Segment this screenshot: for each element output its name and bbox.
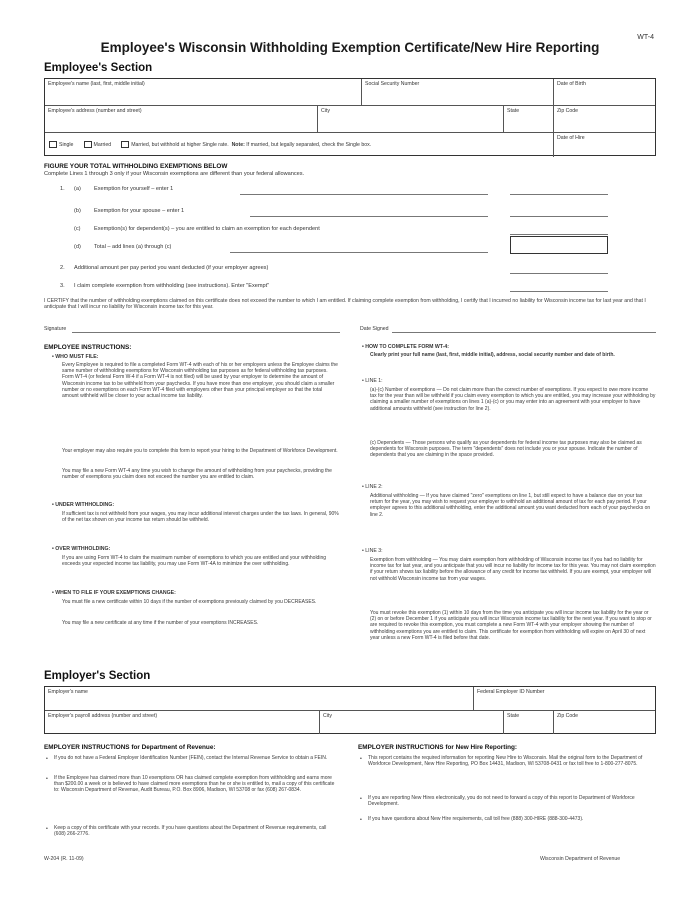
when-to-file-heading: • WHEN TO FILE IF YOUR EXEMPTIONS CHANGE: [52,590,176,596]
line-1c-label: Exemption(s) for dependent(s) – you are entitled to claim an exemption for each dependent [94,226,320,232]
married-checkbox[interactable] [84,141,92,148]
when-to-file-text: You must file a new certificate within 10 days if the number of exemptions previously claimed by you DECREASES. [62,599,317,605]
bullet-dot: • [360,817,362,823]
state-label: State [507,108,520,114]
employer-zip-label: Zip Code [557,713,579,719]
date-signed-field[interactable] [392,332,656,333]
line-1a-field[interactable] [510,194,608,195]
employee-name-label: Employee's name (last, first, middle initial) [48,81,145,87]
how-to-complete-heading: • HOW TO COMPLETE FORM WT-4: [362,344,450,350]
employer-section-heading: Employer's Section [44,670,151,682]
line-1d-total-box[interactable] [510,236,608,254]
city-label: City [321,108,330,114]
when-to-file-text-2: You may file a new certificate at any time if the number of your exemptions INCREASES. [62,620,259,626]
employer-dor-item-1: If you do not have a Federal Employer Identification Number (FEIN), contact the Internal Revenue Service to obtain a FEIN. [54,755,328,761]
line2-heading: • LINE 2: [362,484,383,490]
bullet-dot: • [46,826,48,832]
note-text: If married, but legally separated, check the Single box. [246,141,372,148]
who-must-file-text: Every Employee is required to file a completed Form WT-4 with each of his or her employers unless the Employee claims the same number of withholding exemptions for Wisconsin withholding tax purposes as for federal withholding tax purposes. Form WT-4 (or federal Form W-4 if a Form WT-4 is not filed) will be used by your employer to determine the amount of Wisconsin income tax to be withheld from your paychecks. If you have more than one employer, you should claim a smaller number or no exemptions on each Form WT-4 filed with employers other than your principal employer so that the total amount withheld will be closer to your actual income tax liability. [62,362,338,400]
married-label: Married [93,141,112,148]
employee-instructions-heading: EMPLOYEE INSTRUCTIONS: [44,344,132,351]
line-1d-label: Total – add lines (a) through (c) [94,244,172,250]
line-1-number: 1. [60,186,65,192]
married-higher-checkbox[interactable] [121,141,129,148]
footer-form-code: W-204 (R. 11-09) [44,856,84,862]
line-1b-field[interactable] [510,216,608,217]
line-3-field[interactable] [510,291,608,292]
filing-status-row [49,141,371,148]
line-1d-id: (d) [74,244,81,250]
line3-heading: • LINE 3: [362,548,383,554]
employee-info-box [44,78,656,156]
how-to-complete-text: Clearly print your full name (last, first, middle initial), address, social security number and date of birth. [370,352,615,358]
bullet-dot: • [46,776,48,782]
employee-section-heading: Employee's Section [44,62,153,74]
line-1c-field[interactable] [510,234,608,235]
new-form-text: You may file a new Form WT-4 any time you wish to change the amount of withholding from your paychecks, providing the number of exemptions you claim does not exceed the number you are entitled to claim. [62,468,332,481]
ssn-label: Social Security Number [365,81,420,87]
line-3-number: 3. [60,283,65,289]
line-2-label: Additional amount per pay period you want deducted (if your employer agrees) [74,265,269,271]
footer-agency: Wisconsin Department of Revenue [540,856,621,862]
line-2-number: 2. [60,265,65,271]
exemptions-heading: FIGURE YOUR TOTAL WITHHOLDING EXEMPTIONS BELOW [44,163,228,170]
employer-newhire-heading: EMPLOYER INSTRUCTIONS for New Hire Reporting: [358,744,518,751]
signature-field[interactable] [72,332,340,333]
employer-city-label: City [323,713,332,719]
employee-address-label: Employee's address (number and street) [48,108,142,114]
under-withholding-text: If sufficient tax is not withheld from your wages, you may incur additional interest charges under the tax laws. In general, 90% of the net tax shown on your income tax return should be withheld. [62,511,339,524]
employer-newhire-item-1: This report contains the required information for reporting New Hire to Wisconsin. Mail the original form to the Department of Workforce Development, New Hire Reporting, PO Box 14431, Madison, WI 53708-0431 or fax toll free to 1-800-277-8075. [368,755,643,768]
employer-name-label: Employer's name [48,689,88,695]
line3-text-2: You must revoke this exemption (1) within 10 days from the time you anticipate you will incur income tax liability for the year or (2) on or before December 1 if you anticipate you will incur Wisconsin income tax liability for the next year. If you want to stop or are required to revoke this exemption, you must complete a new Form WT-4 with your employer showing the number of withholding exemptions you are entitled to claim. This certificate for exemption from withholding will expire on April 30 of next year unless a new Form WT-4 is filed before that date. [370,610,652,641]
single-checkbox[interactable] [49,141,57,148]
bullet-dot: • [360,756,362,762]
exemptions-intro: Complete Lines 1 through 3 only if your Wisconsin exemptions are different than your federal allowances. [44,171,305,177]
dob-label: Date of Birth [557,81,586,87]
certification-text: I CERTIFY that the number of withholding exemptions claimed on this certificate does not exceed the number to which I am entitled. If claiming complete exemption from withholding, I certify that I incurred no liability for Wisconsin income tax for last year and that I anticipate that I will incur no liability for Wisconsin income tax for this year. [44,298,646,311]
signature-label: Signature [44,326,67,332]
date-signed-label: Date Signed [360,326,389,332]
employer-state-label: State [507,713,520,719]
form-title: Employee's Wisconsin Withholding Exemption Certificate/New Hire Reporting [100,40,600,55]
fein-label: Federal Employer ID Number [477,689,545,695]
zip-label: Zip Code [557,108,579,114]
employer-newhire-item-3: If you have questions about New Hire requirements, call toll free (888) 300-HIRE (888-300-4473). [368,816,584,822]
line-1c-id: (c) [74,226,81,232]
over-withholding-text: If you are using Form WT-4 to claim the maximum number of exemptions to which you are entitled and your withholding exceeds your expected income tax liability, you may use Form WT-4A to minimize the over withholding. [62,555,327,568]
line2-text: Additional withholding — If you have claimed "zero" exemptions on line 1, but still expect to have a balance due on your tax return for the year, you may wish to request your employer to withhold an additional amount of tax for each pay period. If your employer agrees to this additional withholding, enter the additional amount you want deducted from each of your paychecks on line 2. [370,493,651,518]
line1-text-2: (c) Dependents — Those persons who qualify as your dependents for federal income tax purposes may also be claimed as dependents for Wisconsin purposes. The term "dependents" does not include you or your spouse. Indicate the number of dependents that you are claiming in the space provided. [370,440,642,459]
line-1b-label: Exemption for your spouse – enter 1 [94,208,185,214]
form-number: WT-4 [637,34,654,41]
report-hire-text: Your employer may also require you to complete this form to report your hiring to the Department of Workforce Development. [62,448,338,454]
line-1b-id: (b) [74,208,81,214]
bullet-dot: • [46,756,48,762]
employer-dor-heading: EMPLOYER INSTRUCTIONS for Department of Revenue: [44,744,216,751]
under-withholding-heading: • UNDER WITHHOLDING: [52,502,115,508]
line-1a-id: (a) [74,186,81,192]
employer-info-box [44,686,656,734]
bullet-dot: • [360,796,362,802]
line1-text: (a)-(c) Number of exemptions — Do not claim more than the correct number of exemptions. If you expect to owe more income tax for the year than will be withheld if you claim every exemption to which you are entitled, you may increase your withholding by claiming a smaller number of exemptions on lines 1 (a)-(c) or you may enter into an agreement with your employer to have additional amounts withheld (see instruction for line 2). [370,387,656,412]
date-hire-label: Date of Hire [557,135,585,141]
line3-text: Exemption from withholding — You may claim exemption from withholding of Wisconsin income tax if you had no liability for income tax for last year, and you anticipate that you will incur no liability for income tax for this year. You may not claim exemption if your return shows tax liability before the allowance of any credit for income tax withheld. If you are exempt, your employer will not withhold Wisconsin income tax from your wages. [370,557,656,582]
single-label: Single [59,141,74,148]
note-label: Note: [231,141,245,148]
line-2-field[interactable] [510,273,608,274]
employer-address-label: Employer's payroll address (number and street) [48,713,158,719]
employer-newhire-item-2: If you are reporting New Hires electronically, you do not need to forward a copy of this report to Department of Workforce Development. [368,795,635,808]
employer-dor-item-3: Keep a copy of this certificate with your records. If you have questions about the Department of Revenue requirements, call (608) 266-2776. [54,825,327,838]
line-3-label: I claim complete exemption from withholding (see instructions). Enter "Exempt" [74,283,270,289]
over-withholding-heading: • OVER WITHHOLDING: [52,546,111,552]
line1-heading: • LINE 1: [362,378,383,384]
line-1a-label: Exemption for yourself – enter 1 [94,186,174,192]
employer-dor-item-2: If the Employee has claimed more than 10 exemptions OR has claimed complete exemption from withholding and earns more than $200.00 a week or is believed to have claimed more exemptions than he or she is entitled to, mail a copy of this certificate to: Wisconsin Department of Revenue, Audit Bureau, P.O. Box 8906, Madison, WI 53708 or fax (608) 267-0834. [54,775,335,794]
who-must-file-heading: • WHO MUST FILE: [52,354,99,360]
married-higher-label: Married, but withhold at higher Single rate. [131,141,229,148]
